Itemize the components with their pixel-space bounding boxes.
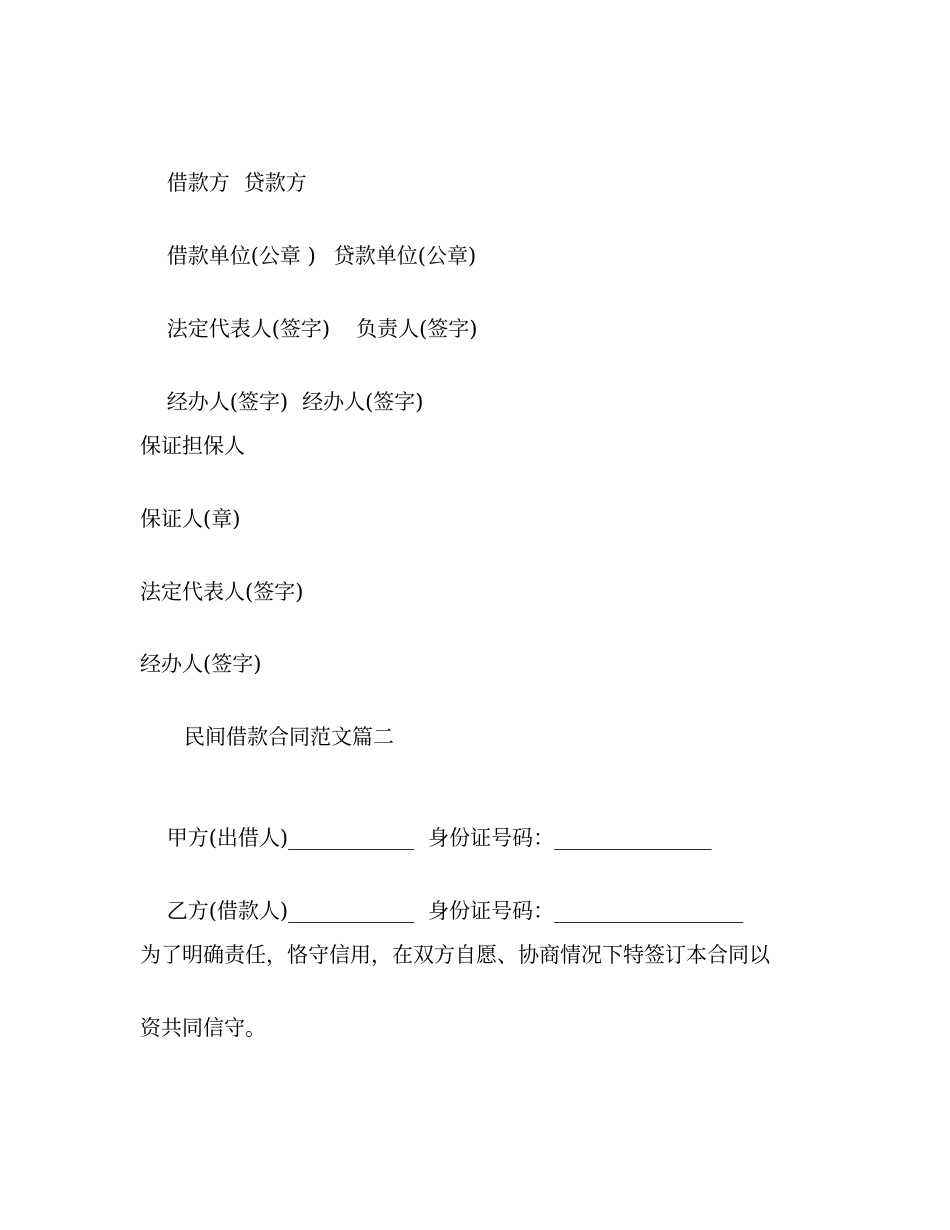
party-b-label: 乙方(借款人) <box>166 899 289 923</box>
guarantor-legal-rep-label: 法定代表人(签字) <box>140 580 304 604</box>
party-b-id-label: 身份证号码： <box>428 899 555 923</box>
responsible-person-signature-label: 负责人(签字) <box>356 317 478 341</box>
guarantor-seal-label: 保证人(章) <box>140 507 241 531</box>
borrower-unit-seal-label: 借款单位(公章 ) <box>166 244 316 268</box>
agreement-paragraph-line-2: 资共同信守。 <box>140 1016 266 1040</box>
party-a-name-blank: ____________ <box>288 826 415 850</box>
guarantor-handler-label: 经办人(签字) <box>140 652 262 676</box>
party-a-id-blank: _______________ <box>554 826 712 850</box>
agreement-paragraph-line-1: 为了明确责任，恪守信用，在双方自愿、协商情况下特签订本合同以 <box>140 943 770 967</box>
section-heading: 民间借款合同范文篇二 <box>184 725 394 749</box>
lender-handler-signature-label: 经办人(签字) <box>302 390 424 414</box>
party-a-row <box>140 796 712 880</box>
party-a-label: 甲方(出借人) <box>166 826 289 850</box>
lender-unit-seal-label: 贷款单位(公章) <box>333 244 477 268</box>
lender-label: 贷款方 <box>243 171 307 195</box>
signature-units-row <box>140 214 476 298</box>
party-b-id-blank: __________________ <box>554 899 744 923</box>
legal-rep-signature-label: 法定代表人(签字) <box>166 317 331 341</box>
borrower-handler-signature-label: 经办人(签字) <box>166 390 289 414</box>
signature-parties-row <box>140 141 307 225</box>
party-a-id-label: 身份证号码： <box>428 826 555 850</box>
signature-reps-row <box>140 287 477 371</box>
guarantor-title: 保证担保人 <box>140 434 245 458</box>
borrower-label: 借款方 <box>166 171 230 195</box>
party-b-name-blank: ____________ <box>288 899 415 923</box>
